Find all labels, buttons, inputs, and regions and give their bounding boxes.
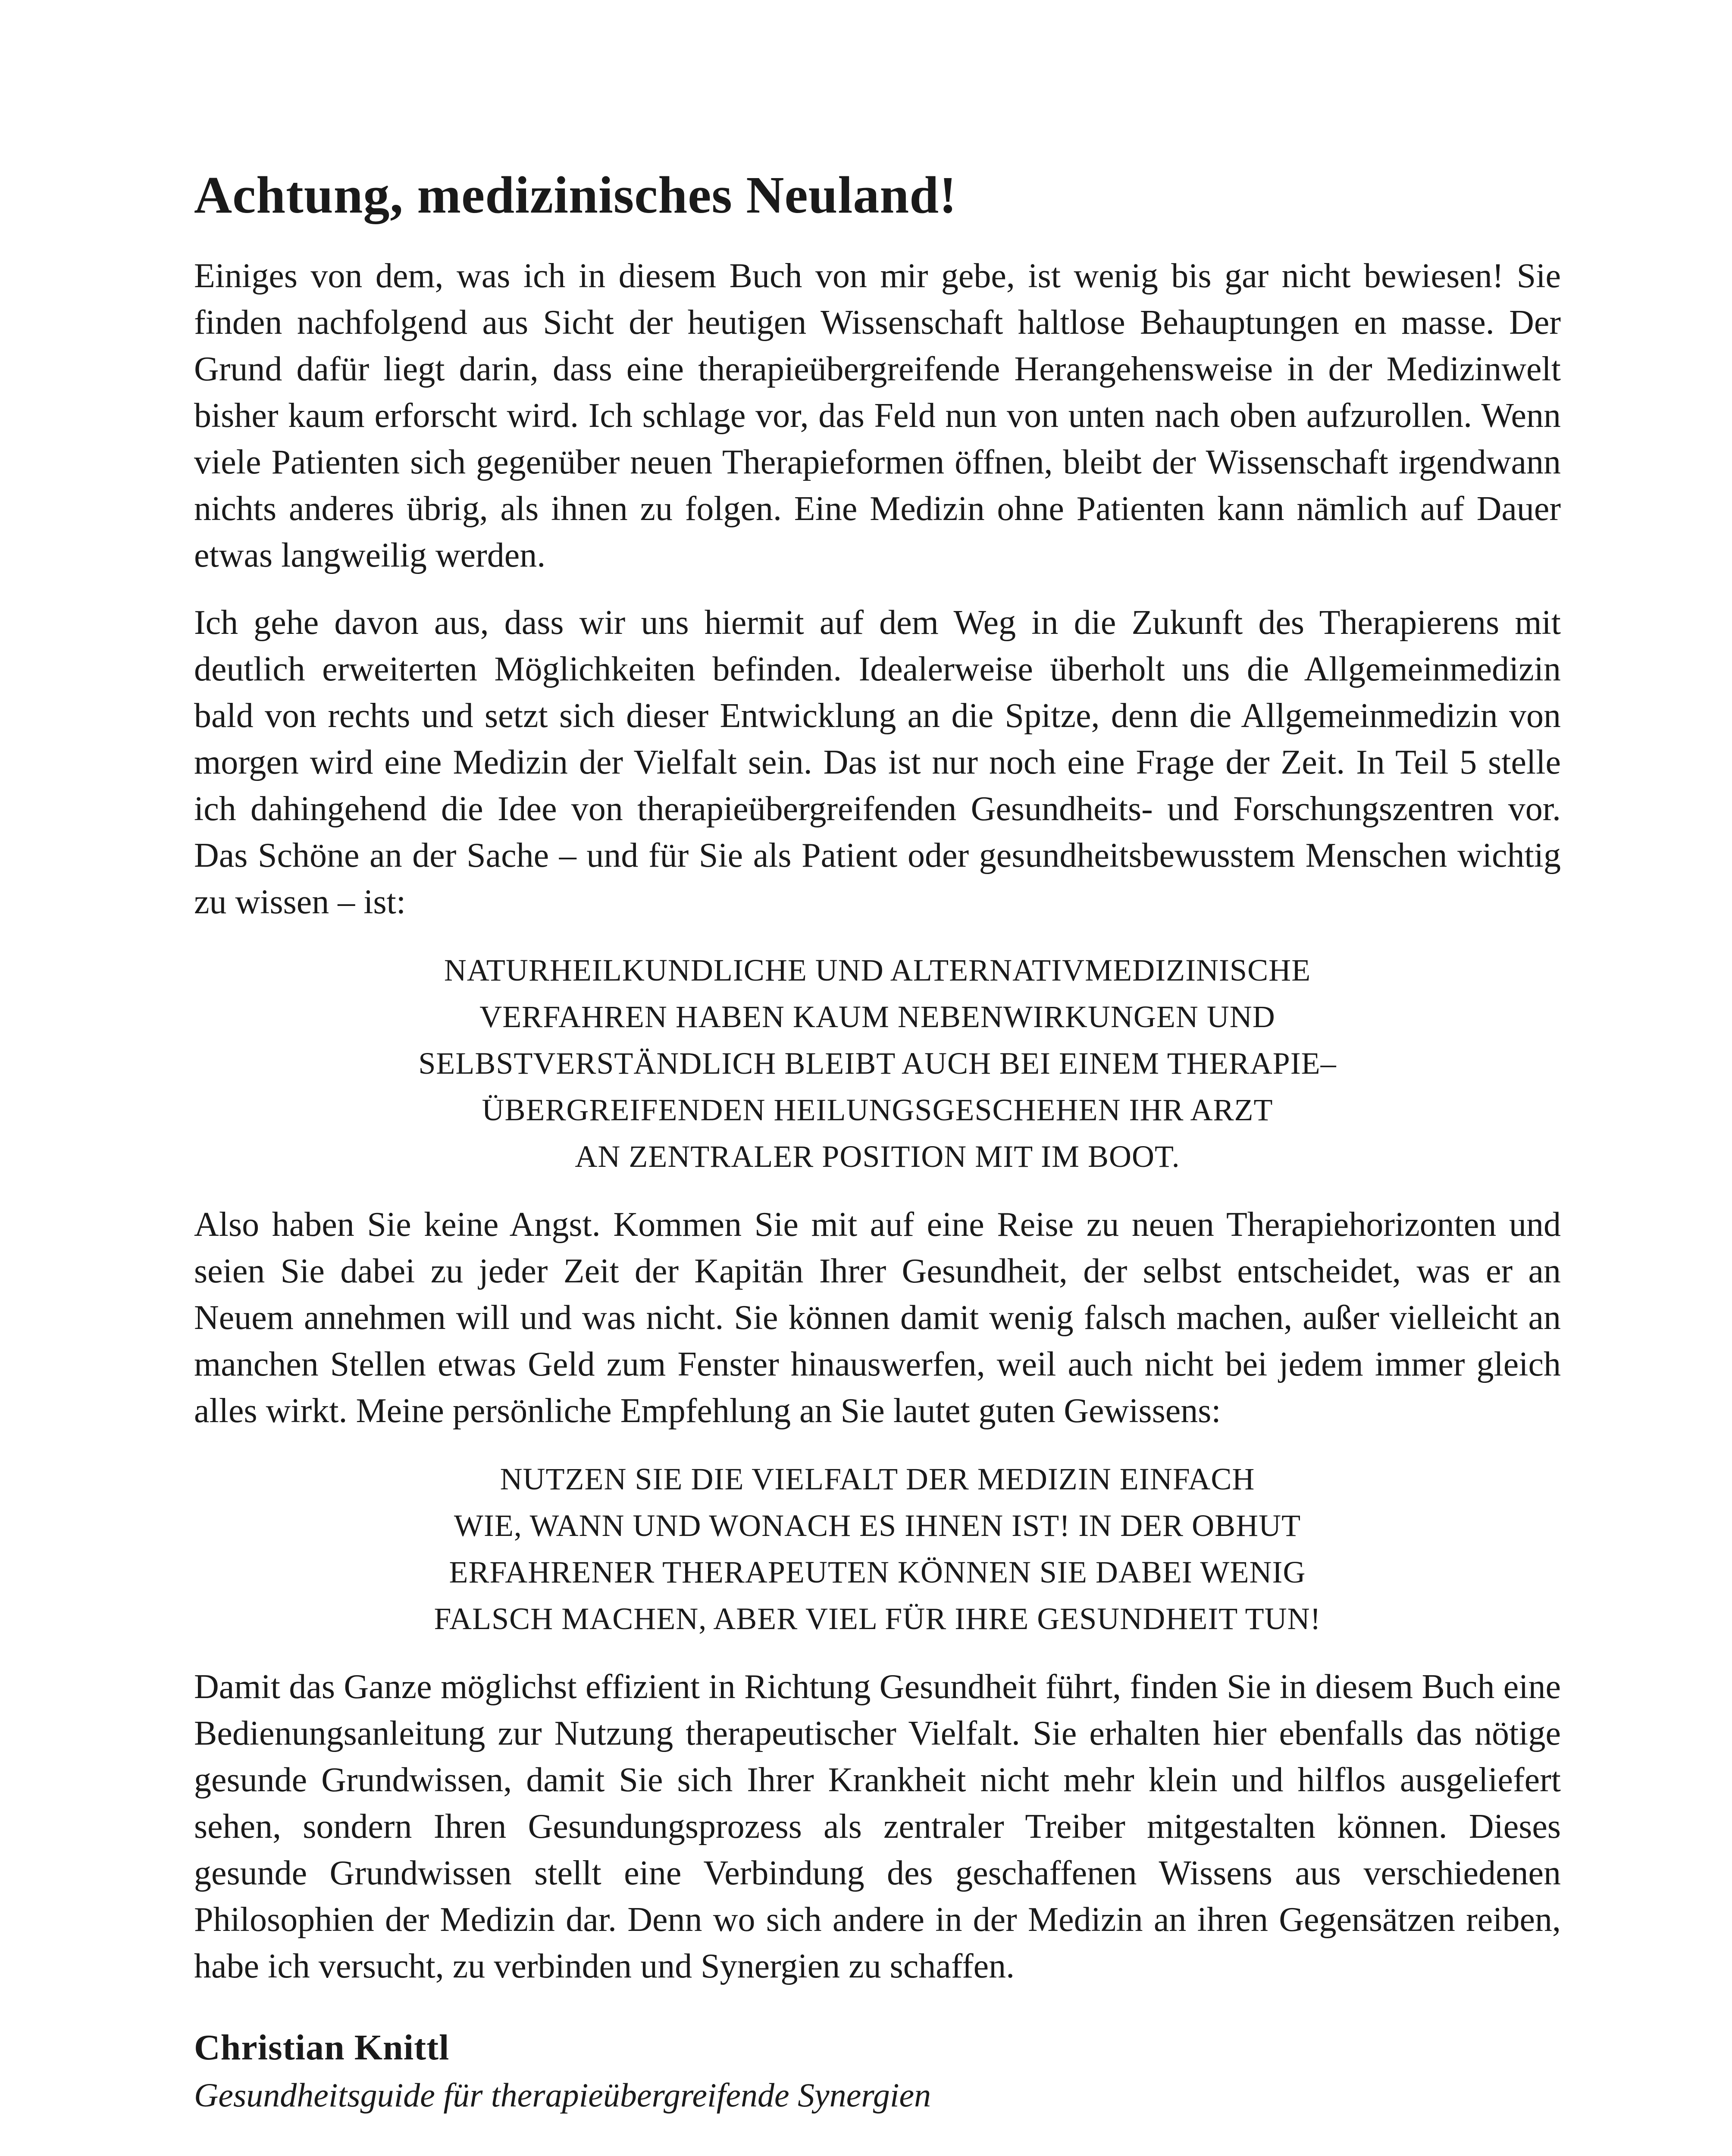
author-role: Gesundheitsguide für therapieübergreifende Synergien bbox=[194, 2076, 931, 2114]
quote-line: WIE, WANN UND WONACH ES IHNEN IST! IN DER OBHUT bbox=[454, 1508, 1301, 1543]
signature-block bbox=[194, 2024, 1561, 2119]
quote-line: SELBSTVERSTÄNDLICH BLEIBT AUCH BEI EINEM THERAPIE– bbox=[418, 1046, 1337, 1081]
paragraph-synergy: Damit das Ganze möglichst effizient in Richtung Gesundheit führt, finden Sie in diesem Buch eine Bedienungsanleitung zur Nutzung therapeutischer Vielfalt. Sie erhalten hier ebenfalls das nötige gesunde Grundwissen, damit Sie sich Ihrer Krankheit nicht mehr klein und hilflos ausgeliefert sehen, sondern Ihren Gesundungsprozess als zentraler Treiber mitgestalten können. Dieses gesunde Grundwissen stellt eine Verbindung des geschaffenen Wissens aus verschiedenen Philosophien der Medizin dar. Denn wo sich andere in der Medizin an ihren Gegensätzen reiben, habe ich versucht, zu verbinden und Synergien zu schaffen. bbox=[194, 1668, 1561, 1986]
quote-line: NUTZEN SIE DIE VIELFALT DER MEDIZIN EINFACH bbox=[500, 1462, 1255, 1497]
quote-line: AN ZENTRALER POSITION MIT IM BOOT. bbox=[575, 1139, 1180, 1174]
quote-line: ERFAHRENER THERAPEUTEN KÖNNEN SIE DABEI WENIG bbox=[449, 1555, 1306, 1590]
highlight-quote-1 bbox=[194, 947, 1561, 1180]
paragraph-intro: Einiges von dem, was ich in diesem Buch von mir gebe, ist wenig bis gar nicht bewiesen! Sie finden nachfolgend aus Sicht der heutigen Wissenschaft haltlose Behauptungen en masse. Der Grund dafür liegt darin, dass eine therapieübergreifende Herangehensweise in der Medizinwelt bisher kaum erforscht wird. Ich schlage vor, das Feld nun von unten nach oben aufzurollen. Wenn viele Patienten sich gegenüber neuen Therapieformen öffnen, bleibt der Wissenschaft irgendwann nichts anderes übrig, als ihnen zu folgen. Eine Medizin ohne Patienten kann nämlich auf Dauer etwas langweilig werden. bbox=[194, 257, 1561, 575]
page-content bbox=[194, 164, 1561, 2119]
author-name: Christian Knittl bbox=[194, 2028, 450, 2068]
quote-line: ÜBERGREIFENDEN HEILUNGSGESCHEHEN IHR ARZT bbox=[482, 1093, 1273, 1128]
quote-line: VERFAHREN HABEN KAUM NEBENWIRKUNGEN UND bbox=[479, 1000, 1275, 1034]
quote-line: FALSCH MACHEN, ABER VIEL FÜR IHRE GESUNDHEIT TUN! bbox=[434, 1601, 1321, 1636]
chapter-heading: Achtung, medizinisches Neuland! bbox=[194, 166, 957, 224]
quote-line: NATURHEILKUNDLICHE UND ALTERNATIVMEDIZINISCHE bbox=[444, 953, 1311, 988]
highlight-quote-2 bbox=[194, 1456, 1561, 1642]
paragraph-future: Ich gehe davon aus, dass wir uns hiermit auf dem Weg in die Zukunft des Therapierens mit deutlich erweiterten Möglichkeiten befinden. Idealerweise überholt uns die Allgemeinmedizin bald von rechts und setzt sich dieser Entwicklung an die Spitze, denn die Allgemeinmedizin von morgen wird eine Medizin der Vielfalt sein. Das ist nur noch eine Frage der Zeit. In Teil 5 stelle ich dahingehend die Idee von therapieübergreifenden Gesundheits- und Forschungszentren vor. Das Schöne an der Sache – und für Sie als Patient oder gesundheitsbewusstem Menschen wichtig zu wissen – ist: bbox=[194, 604, 1561, 921]
paragraph-no-fear: Also haben Sie keine Angst. Kommen Sie mit auf eine Reise zu neuen Therapiehorizonten und seien Sie dabei zu jeder Zeit der Kapitän Ihrer Gesundheit, der selbst entscheidet, was er an Neuem annehmen will und was nicht. Sie können damit wenig falsch machen, außer vielleicht an manchen Stellen etwas Geld zum Fenster hinauswerfen, weil auch nicht bei jedem immer gleich alles wirkt. Meine persönliche Empfehlung an Sie lautet guten Gewissens: bbox=[194, 1206, 1561, 1430]
